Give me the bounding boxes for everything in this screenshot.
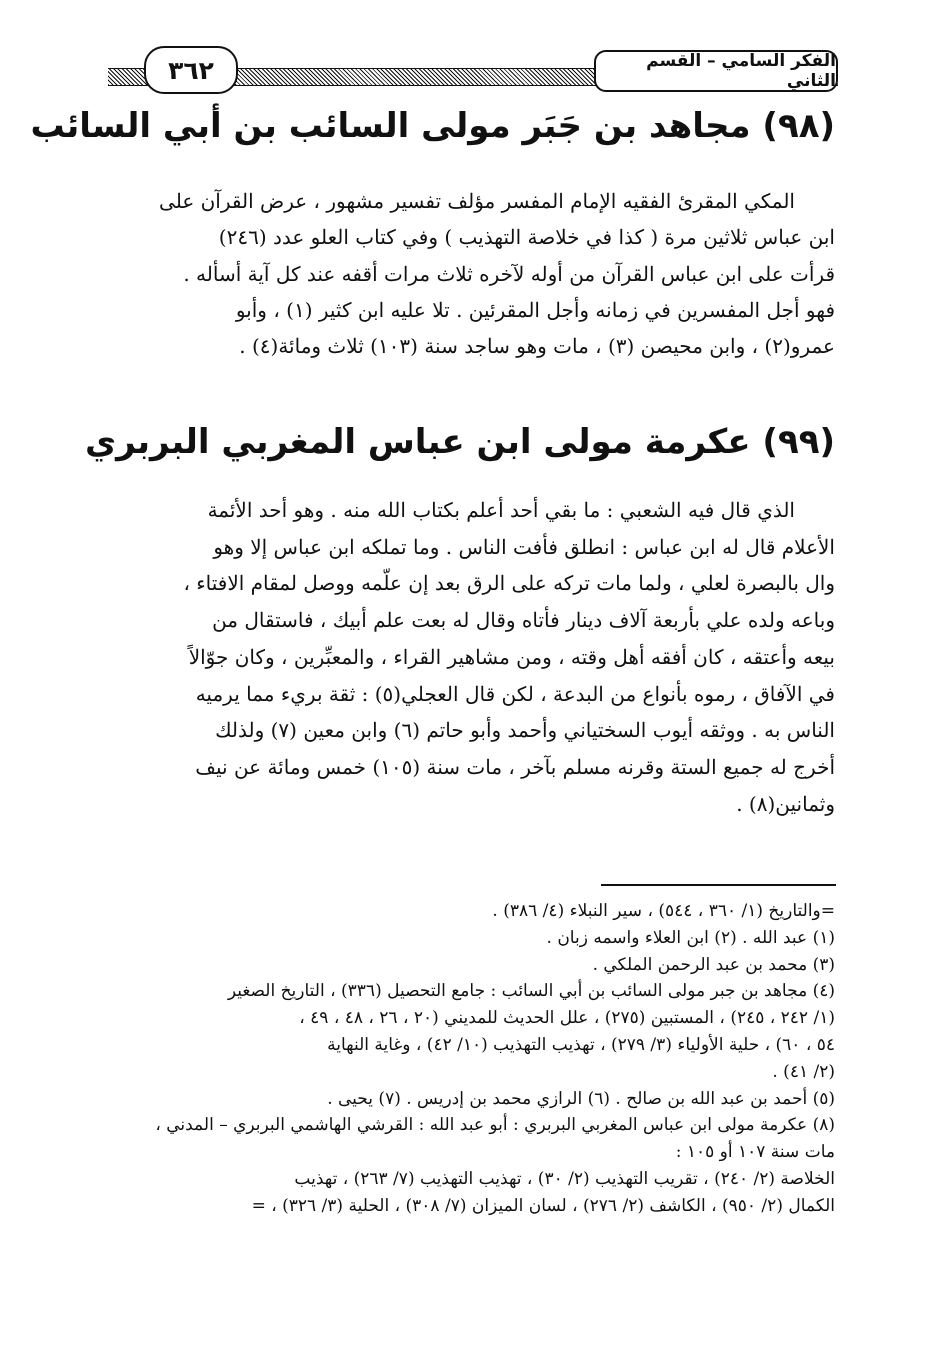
paragraph-line: الذي قال فيه الشعبي : ما بقي أحد أعلم بكتاب الله منه . وهو أحد الأئمة	[207, 498, 795, 522]
paragraph-line: أخرج له جميع الستة وقرنه مسلم بآخر ، مات سنة (١٠٥) خمس ومائة عن نيف	[195, 754, 835, 779]
footnote-line: (١/ ٢٤٢ ، ٢٤٥) ، المستبين (٢٧٥) ، علل الحديث للمديني (٢٠ ، ٢٦ ، ٤٨ ، ٤٩ ،	[299, 1008, 835, 1029]
footnote-line: (٤) مجاهد بن جبر مولى السائب بن أبي السائب : جامع التحصيل (٣٣٦) ، التاريخ الصغير	[227, 981, 835, 1002]
paragraph-line: وال بالبصرة لعلي ، ولما مات تركه على الرق بعد إن علّمه ووصل لمقام الافتاء ،	[183, 571, 835, 596]
footnotes	[100, 898, 835, 1220]
footnote-line: =والتاريخ (١/ ٣٦٠ ، ٥٤٤) ، سير النبلاء (٤/ ٣٨٦) .	[492, 901, 835, 921]
biography-paragraph-99	[100, 492, 835, 822]
section-heading-99: (٩٩) عكرمة مولى ابن عباس المغربي البربري	[84, 422, 835, 462]
paragraph-line: فهو أجل المفسرين في زمانه وأجل المقرئين . تلا عليه ابن كثير (١) ، وأبو	[235, 297, 835, 322]
biography-paragraph-98	[100, 183, 835, 364]
paragraph-line: قرأت على ابن عباس القرآن من أوله لآخره ثلاث مرات أقفه عند كل آية أسأله .	[183, 261, 835, 286]
paragraph-line: في الآفاق ، رموه بأنواع من البدعة ، لكن قال العجلي(٥) : ثقة بريء مما يرميه	[195, 681, 835, 706]
footnote-line: مات سنة ١٠٧ أو ١٠٥ :	[675, 1142, 835, 1163]
paragraph-line: الناس به . ووثقه أيوب السختياني وأحمد وأبو حاتم (٦) وابن معين (٧) ولذلك	[215, 718, 835, 743]
footnote-line: (٣) محمد بن عبد الرحمن الملكي .	[592, 954, 835, 975]
footnote-line: الخلاصة (٢/ ٢٤٠) ، تقريب التهذيب (٢/ ٣٠) ، تهذيب التهذيب (٧/ ٢٦٣) ، تهذيب	[294, 1168, 835, 1189]
footnote-line: (٢/ ٤١) .	[772, 1061, 835, 1082]
footnote-line: (٨) عكرمة مولى ابن عباس المغربي البربري : أبو عبد الله : القرشي الهاشمي البربري – المدني ،	[155, 1115, 835, 1136]
running-title: الفكر السامي – القسم الثاني	[594, 50, 838, 92]
section-heading-98: (٩٨) مجاهد بن جَبَر مولى السائب بن أبي السائب	[30, 106, 835, 146]
footnote-separator	[601, 884, 836, 886]
paragraph-line: بيعه وأعتقه ، كان أفقه أهل وقته ، ومن مشاهير القراء ، والمعبِّرين ، وكان جوّالاً	[188, 644, 835, 669]
footnote-line: (٥) أحمد بن عبد الله بن صالح . (٦) الرازي محمد بن إدريس . (٧) يحيى .	[327, 1088, 835, 1109]
footnote-line: ٥٤ ، ٦٠) ، حلية الأولياء (٣/ ٢٧٩) ، تهذيب التهذيب (١٠/ ٤٢) ، وغاية النهاية	[327, 1034, 835, 1055]
paragraph-line: وباعه ولده علي بأربعة آلاف دينار فأتاه وقال له بعت علم أبيك ، فاستقال من	[212, 608, 835, 633]
paragraph-line: المكي المقرئ الفقيه الإمام المفسر مؤلف تفسير مشهور ، عرض القرآن على	[159, 189, 795, 213]
paragraph-line: عمرو(٢) ، وابن محيصن (٣) ، مات وهو ساجد سنة (١٠٣) ثلاث ومائة(٤) .	[239, 334, 835, 359]
paragraph-line: الأعلام قال له ابن عباس : انطلق فأفت الناس . وما تملكه ابن عباس إلا وهو	[213, 534, 835, 559]
footnote-line: الكمال (٢/ ٩٥٠) ، الكاشف (٢/ ٢٧٦) ، لسان الميزان (٧/ ٣٠٨) ، الحلية (٣/ ٣٢٦) ، =	[251, 1195, 835, 1216]
paragraph-line: وثمانين(٨) .	[736, 791, 835, 816]
footnote-line: (١) عبد الله . (٢) ابن العلاء واسمه زبان .	[546, 927, 835, 948]
page-number: ٣٦٢	[144, 46, 238, 94]
page-header	[108, 38, 838, 91]
paragraph-line: ابن عباس ثلاثين مرة ( كذا في خلاصة التهذيب ) وفي كتاب العلو عدد (٢٤٦)	[218, 225, 835, 250]
